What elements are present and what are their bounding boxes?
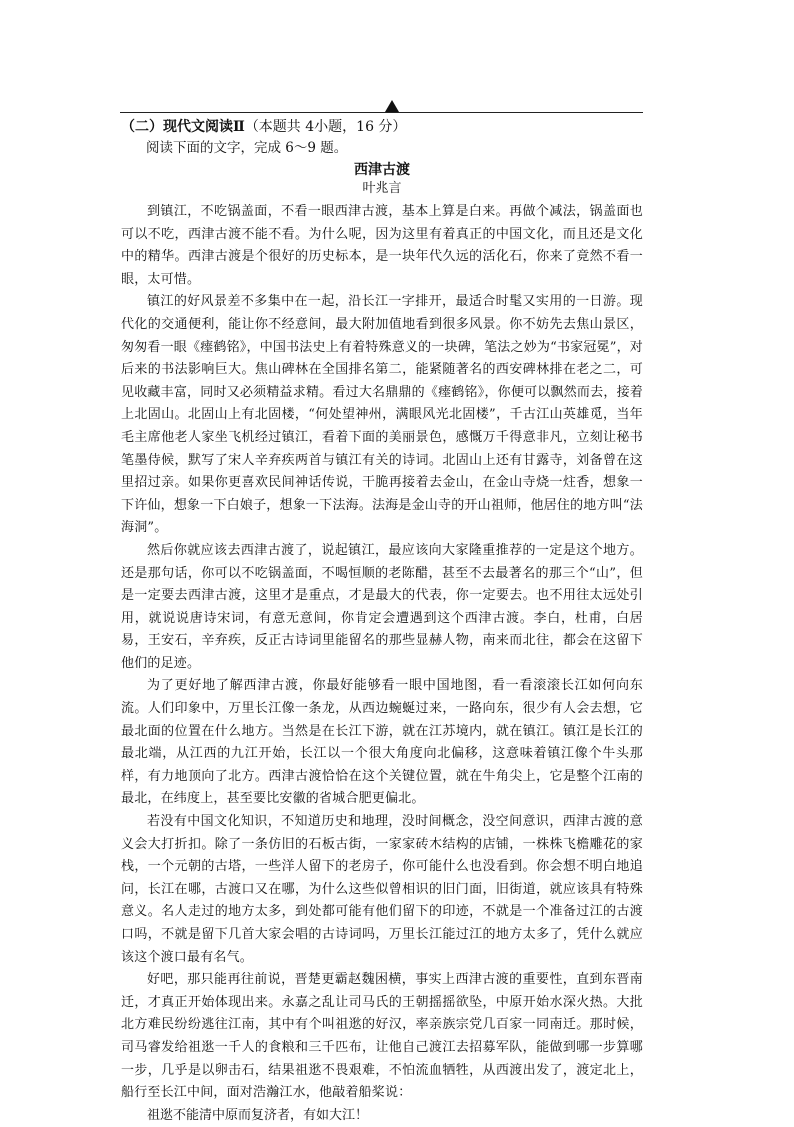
header-rule	[120, 112, 643, 113]
essay-paragraph-1: 到镇江，不吃锅盖面，不看一眼西津古渡，基本上算是白来。再做个减法，锅盖面也可以不吃，西津古渡不能不看。为什么呢，因为这里有着真正的中国文化，而且还是文化中的精华。西津古渡是个很好的历史标本，是一块年代久远的活化石，你来了竟然不看一眼，太可惜。	[121, 204, 643, 287]
section-heading	[121, 118, 643, 137]
essay-author: 叶兆言	[362, 181, 402, 196]
triangle-marker-icon	[385, 100, 399, 112]
essay-title: 西津古渡	[354, 162, 410, 178]
page-content	[121, 118, 643, 1127]
essay-paragraph-2: 镇江的好风景差不多集中在一起，沿长江一字排开，最适合时髦又实用的一日游。现代化的交通便利，能让你不经意间，最大附加值地看到很多风景。你不妨先去焦山景区，匆匆看一眼《瘗鹤铭》，中国书法史上有着特殊意义的一块碑，笔法之妙为“书家冠冕”，对后来的书法影响巨大。焦山碑林在全国排名第二，能紧随著名的西安碑林排在老之二，可见收藏丰富，同时又必须精益求精。看过大名鼎鼎的《瘗鹤铭》，你便可以飘然而去，接着上北固山。北固山上有北固楼，“何处望神州，满眼风光北固楼”，千古江山英雄觅，当年毛主席他老人家坐飞机经过镇江，看着下面的美丽景色，感慨万千得意非凡，立刻让秘书笔墨侍候，默写了宋人辛弃疾两首与镇江有关的诗词。北固山上还有甘露寺，刘备曾在这里招过亲。如果你更喜欢民间神话传说，干脆再接着去金山，在金山寺烧一炷香，想象一下许仙，想象一下白娘子，想象一下法海。法海是金山寺的开山祖师，他居住的地方叫“法海洞”。	[121, 294, 643, 536]
essay-paragraph-5: 若没有中国文化知识，不知道历史和地理，没时间概念，没空间意识，西津古渡的意义会大打折扣。除了一条仿旧的石板古街，一家家砖木结构的店铺，一株株飞檐雕花的家栈，一个元朝的古塔，一些洋人留下的老房子，你可能什么也没看到。你会想不明白地追问，长江在哪，古渡口又在哪，为什么这些似曾相识的旧门面，旧街道，就应该具有特殊意义。名人走过的地方太多，到处都可能有他们留下的印迹，不就是一个准备过江的古渡口吗，不就是留下几首大家会唱的古诗词吗，万里长江能过江的地方太多了，凭什么就应该这个渡口最有名气。	[121, 814, 643, 965]
section-note: （本题共 4小题，16 分）	[244, 119, 407, 135]
essay-paragraph-3: 然后你就应该去西津古渡了，说起镇江，最应该向大家隆重推荐的一定是这个地方。还是那句话，你可以不吃锅盖面，不喝恒顺的老陈醋，甚至不去最著名的那三个“山”，但是一定要去西津古渡，这里才是重点，才是最大的代表，你一定要去。也不用往太远处引用，就说说唐诗宋词，有意无意间，你肯定会遭遇到这个西津古渡。李白，杜甫，白居易，王安石，辛弃疾，反正古诗词里能留名的那些显赫人物，南来而北往，都会在这留下他们的足迹。	[121, 542, 643, 671]
instruction: 阅读下面的文字，完成 6～9 题。	[146, 140, 348, 156]
essay-quote: 祖逖不能清中原而复济者，有如大江！	[147, 1107, 369, 1123]
essay-paragraph-4: 为了更好地了解西津古渡，你最好能够看一眼中国地图，看一看滚滚长江如何向东流。人们印象中，万里长江像一条龙，从西边蜿蜒过来，一路向东，很少有人会去想，它最北面的位置在什么地方。当然是在长江下游，就在江苏境内，就在镇江。镇江是长江的最北端，从江西的九江开始，长江以一个很大角度向北偏移，这意味着镇江像个牛头那样，有力地顶向了北方。西津古渡恰恰在这个关键位置，就在牛角尖上，它是整个江南的最北，在纬度上，甚至要比安徽的省城合肥更偏北。	[121, 678, 643, 807]
section-title: （二）现代文阅读Ⅱ	[121, 119, 245, 135]
essay-paragraph-6: 好吧，那只能再往前说，晋楚更霸赵魏困横，事实上西津古渡的重要性，直到东晋南迁，才真正开始体现出来。永嘉之乱让司马氏的王朝摇摇欲坠，中原开始水深火热。大批北方难民纷纷逃往江南，其中有个叫祖逖的好汉，率亲族宗党几百家一同南迁。那时候，司马睿发给祖逖一千人的食粮和三千匹布，让他自己渡江去招募军队，能做到哪一步算哪一步，几乎是以卵击石，结果祖逖不畏艰难，不怕流血牺牲，从西渡出发了，渡定北上，船行至长江中间，面对浩瀚江水，他敲着船桨说：	[121, 972, 643, 1101]
